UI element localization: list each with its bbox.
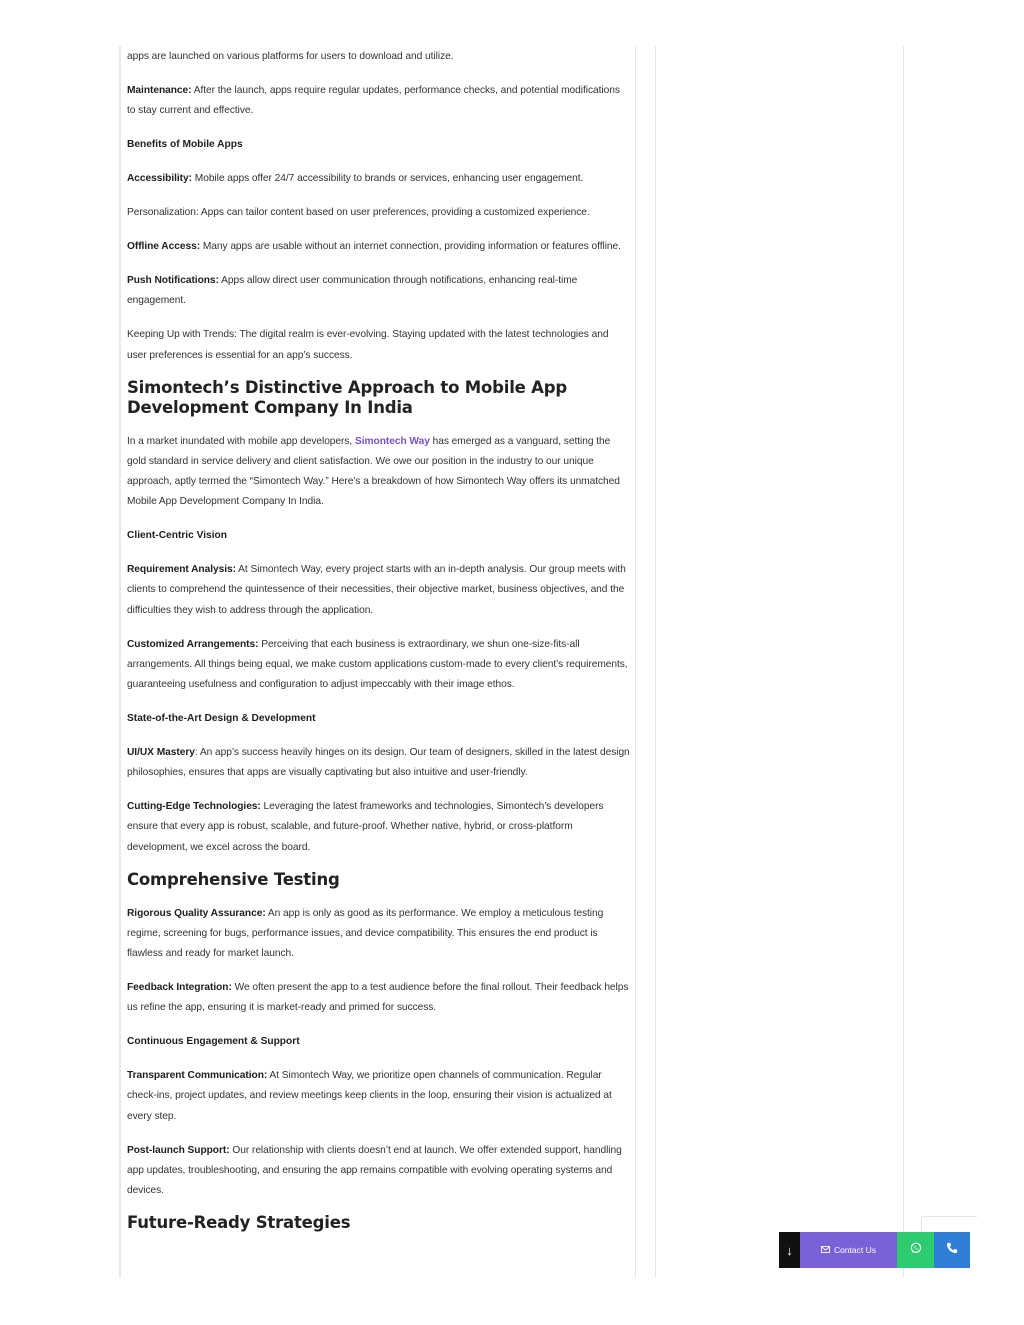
- mail-icon: [821, 1245, 830, 1255]
- customized-text: Perceiving that each business is extraordinary, we shun one-size-fits-all arrangements. All things being equal, we make custom applications custom-made to every client’s requirements, guaranteeing usefulness and configuration to adjust impeccably with their image ethos.: [127, 638, 628, 691]
- transparent-text: At Simontech Way, we prioritize open channels of communication. Regular check-ins, project updates, and review meetings keep clients in the loop, ensuring their vision is actualized at every step.: [127, 1070, 612, 1122]
- article-body: [127, 47, 630, 1247]
- launch-paragraph: apps are launched on various platforms for users to download and utilize.: [127, 51, 454, 62]
- cutting-edge-paragraph: [127, 797, 630, 858]
- requirement-text: At Simontech Way, every project starts with an in-depth analysis. Our group meets with clients to comprehend the quintessence of their necessities, their objective market, business objectives, and the difficulties they wish to address through the application.: [127, 564, 626, 616]
- requirement-label: Requirement Analysis:: [127, 564, 236, 576]
- design-heading: State-of-the-Art Design & Development: [127, 713, 316, 725]
- whatsapp-icon: [910, 1241, 922, 1259]
- feedback-paragraph: [127, 978, 630, 1018]
- requirement-paragraph: [127, 560, 630, 621]
- postlaunch-text: Our relationship with clients doesn’t end at launch. We offer extended support, handling app updates, troubleshooting, and ensuring the app remains compatible with evolving operating systems and devices.: [127, 1144, 622, 1197]
- offline-label: Offline Access:: [127, 241, 201, 253]
- content-left-border: [119, 46, 121, 1278]
- postlaunch-paragraph: [127, 1141, 630, 1202]
- future-heading: Future-Ready Strategies: [127, 1213, 351, 1233]
- transparent-paragraph: [127, 1066, 630, 1127]
- accessibility-label: Accessibility:: [127, 173, 192, 185]
- qa-label: Rigorous Quality Assurance:: [127, 907, 266, 919]
- customized-label: Customized Arrangements:: [127, 638, 259, 650]
- client-centric-heading: Client-Centric Vision: [127, 530, 228, 542]
- contact-us-label: Contact Us: [833, 1245, 877, 1255]
- push-text: Apps allow direct user communication through notifications, enhancing real-time engagement.: [127, 275, 578, 307]
- maintenance-text: After the launch, apps require regular updates, performance checks, and potential modifications to stay current and effective.: [127, 85, 620, 117]
- intro-paragraph: [127, 432, 630, 513]
- personalization-paragraph: Personalization: Apps can tailor content based on user preferences, providing a customized experience.: [127, 207, 590, 219]
- cutting-edge-text: Leveraging the latest frameworks and technologies, Simontech’s developers ensure that every app is robust, scalable, and future-proof. Whether native, hybrid, or cross-platform development, we excel across the board.: [127, 801, 604, 853]
- postlaunch-label: Post-launch Support:: [127, 1144, 230, 1156]
- floating-contact-bar: [779, 1232, 970, 1268]
- qa-paragraph: [127, 904, 630, 965]
- transparent-label: Transparent Communication:: [127, 1070, 268, 1082]
- cutting-edge-label: Cutting-Edge Technologies:: [127, 801, 261, 813]
- testing-heading: Comprehensive Testing: [127, 869, 340, 889]
- content-right-border: [635, 46, 636, 1278]
- offline-paragraph: [127, 237, 630, 257]
- trends-paragraph: Keeping Up with Trends: The digital realm is ever-evolving. Staying updated with the latest technologies and user preferences is essential for an app’s success.: [127, 329, 609, 361]
- phone-icon: [946, 1241, 958, 1259]
- benefits-heading: Benefits of Mobile Apps: [127, 139, 243, 151]
- push-paragraph: [127, 271, 630, 311]
- sidebar-right-border: [903, 46, 904, 1278]
- intro-text-after: has emerged as a vanguard, setting the gold standard in service delivery and client satisfaction. We owe our position in the industry to our unique approach, aptly termed the “Simontech Way.” Here’s a breakdown of how Simontech Way offers its unmatched Mobile App Development Company In India.: [127, 435, 620, 508]
- offline-text: Many apps are usable without an internet connection, providing information or features offline.: [200, 241, 621, 253]
- push-label: Push Notifications:: [127, 275, 219, 287]
- sidebar-left-border: [655, 46, 656, 1278]
- accessibility-text: Mobile apps offer 24/7 accessibility to brands or services, enhancing user engagement.: [191, 173, 584, 185]
- feedback-label: Feedback Integration:: [127, 982, 232, 994]
- customized-paragraph: [127, 635, 630, 696]
- contact-us-button[interactable]: [800, 1232, 897, 1268]
- uiux-text: : An app’s success heavily hinges on its design. Our team of designers, skilled in the latest design philosophies, ensures that apps are visually captivating but also intuitive and user-friendly.: [127, 747, 630, 779]
- intro-text-before: In a market inundated with mobile app developers,: [127, 435, 355, 447]
- arrow-down-icon: ↓: [786, 1242, 793, 1258]
- maintenance-paragraph: [127, 81, 630, 121]
- maintenance-label: Maintenance:: [127, 85, 192, 96]
- simontech-way-link[interactable]: Simontech Way: [355, 435, 430, 447]
- whatsapp-button[interactable]: [897, 1232, 934, 1268]
- continuous-heading: Continuous Engagement & Support: [127, 1036, 300, 1048]
- uiux-label: UI/UX Mastery: [127, 747, 195, 759]
- uiux-paragraph: [127, 743, 630, 783]
- scroll-down-button[interactable]: [779, 1232, 800, 1268]
- approach-heading: Simontech’s Distinctive Approach to Mobile App Development Company In India: [127, 377, 567, 417]
- phone-button[interactable]: [934, 1232, 970, 1268]
- feedback-text: We often present the app to a test audience before the final rollout. Their feedback helps us refine the app, ensuring it is market-ready and primed for success.: [127, 982, 629, 1014]
- accessibility-paragraph: [127, 169, 630, 189]
- qa-text: An app is only as good as its performance. We employ a meticulous testing regime, screening for bugs, performance issues, and device compatibility. This ensures the end product is flawless and ready for market launch.: [127, 907, 604, 960]
